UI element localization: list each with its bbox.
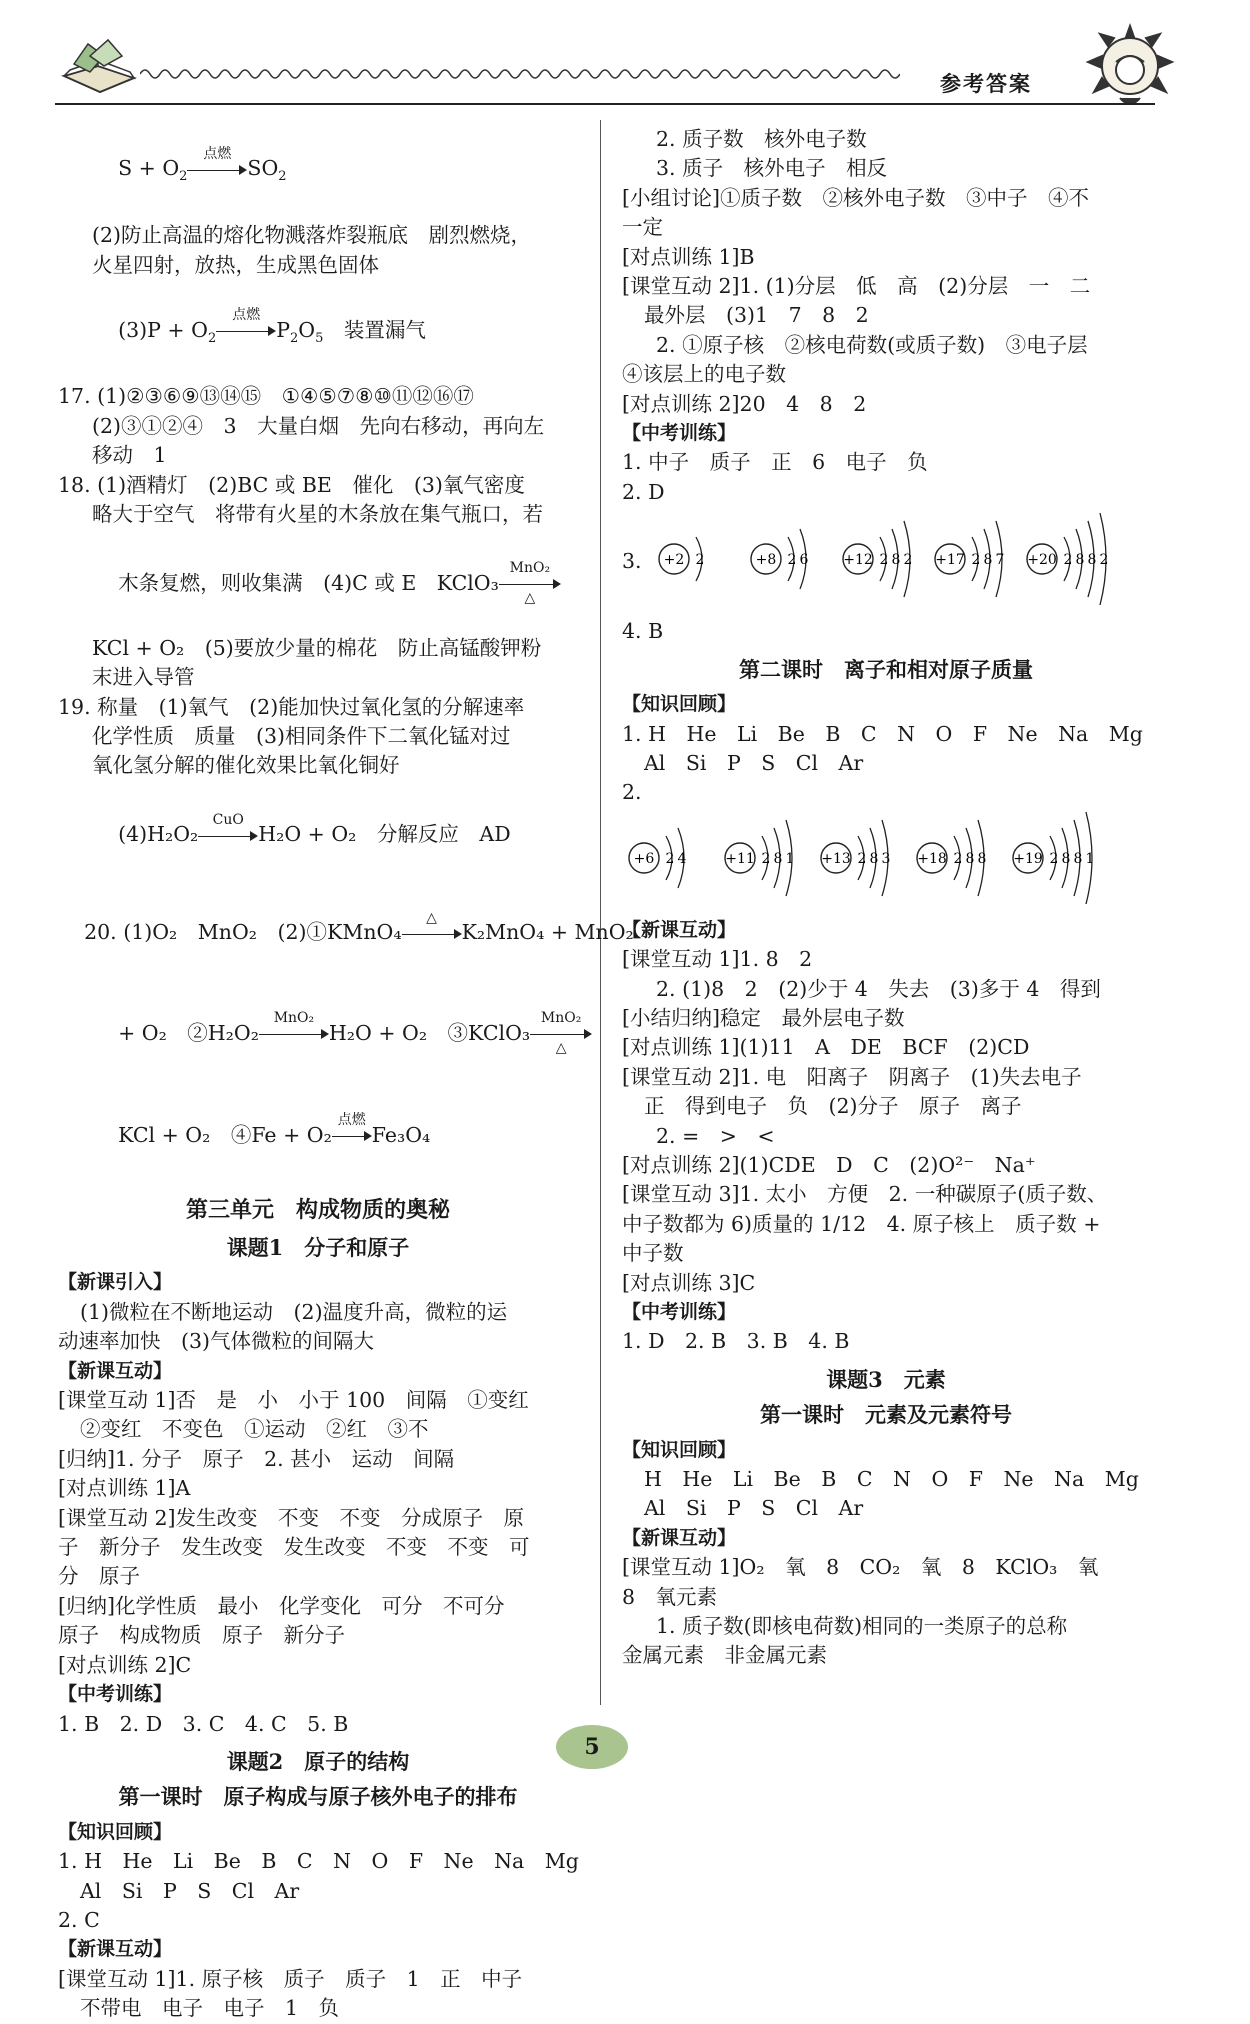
answer-line: 1. D 2. B 3. B 4. B xyxy=(622,1329,850,1354)
answer-line: 2. C xyxy=(58,1907,100,1932)
nucleus-charge: +11 xyxy=(725,850,755,867)
nucleus-charge: +20 xyxy=(1027,552,1057,569)
equation-line: 20. (1)O₂ MnO₂ (2)①KMnO₄ △ K₂MnO₄ + MnO₂ xyxy=(84,909,634,945)
section-heading: 【新课互动】 xyxy=(622,918,737,941)
electron-count: 1 xyxy=(1085,850,1095,867)
answer-line: [课堂互动 1]否 是 小 小于 100 间隔 ①变红 xyxy=(58,1388,529,1413)
section-heading: 【新课互动】 xyxy=(622,1526,737,1549)
answer-line: 动速率加快 (3)气体微粒的间隔大 xyxy=(58,1329,375,1354)
electron-count: 3 xyxy=(881,850,891,867)
atom-diagram xyxy=(917,820,986,896)
answer-line: [课堂互动 1]1. 8 2 xyxy=(622,947,813,972)
answer-line: [课堂互动 2]1. (1)分层 低 高 (2)分层 一 二 xyxy=(622,274,1091,299)
answer-line: [对点训练 3]C xyxy=(622,1270,756,1295)
atom-diagrams-2 xyxy=(622,808,1150,916)
section-heading: 【新课引入】 xyxy=(58,1271,173,1294)
atom-diagram xyxy=(1027,513,1108,605)
reaction-arrow: MnO₂ △ xyxy=(530,1025,592,1043)
electron-count: 4 xyxy=(677,850,687,867)
answer-line: 1. B 2. D 3. C 4. C 5. B xyxy=(58,1711,349,1736)
atom-diagram xyxy=(751,529,809,589)
answer-line: 分 原子 xyxy=(58,1564,140,1589)
answer-line: [归纳]化学性质 最小 化学变化 可分 不可分 xyxy=(58,1593,505,1618)
answer-line: 1. H He Li Be B C N O F Ne Na Mg xyxy=(622,721,1143,746)
answer-line: (1)微粒在不断地运动 (2)温度升高，微粒的运 xyxy=(80,1299,508,1324)
reaction-arrow: MnO₂ △ xyxy=(499,575,561,593)
answer-line: (2)③①②④ 3 大量白烟 先向右移动，再向左 xyxy=(92,413,545,438)
electron-count: 8 xyxy=(1087,552,1097,569)
electron-count: 8 xyxy=(983,552,993,569)
answer-line: (2)防止高温的熔化物溅落炸裂瓶底 剧烈燃烧， xyxy=(92,223,532,248)
lesson-title: 课题2 原子的结构 xyxy=(226,1748,410,1774)
section-heading: 【新课互动】 xyxy=(58,1938,173,1961)
answer-line: [对点训练 1]B xyxy=(622,244,755,269)
nucleus-charge: +17 xyxy=(935,552,965,569)
reaction-arrow: △ xyxy=(402,925,462,943)
answer-line: 1. 质子数(即核电荷数)相同的一类原子的总称 xyxy=(656,1614,1068,1639)
header-rule xyxy=(55,103,1155,105)
answer-line: 2. (1)8 2 (2)少于 4 失去 (3)多于 4 得到 xyxy=(656,976,1101,1001)
answer-line: [对点训练 1]A xyxy=(58,1476,191,1501)
nucleus-charge: +12 xyxy=(843,552,873,569)
answer-line: 2. D xyxy=(622,479,665,504)
answer-line: 氧化氢分解的催化效果比氧化铜好 xyxy=(92,753,400,778)
answer-line: 末进入导管 xyxy=(92,665,195,690)
equation-line: (4)H₂O₂ CuO H₂O + O₂ 分解反应 AD xyxy=(118,811,511,847)
page-number-badge xyxy=(556,1725,628,1769)
section-heading: 【中考训练】 xyxy=(622,422,737,445)
lesson-title: 第二课时 离子和相对原子质量 xyxy=(739,656,1033,682)
answer-line: 4. B xyxy=(622,619,664,644)
electron-count: 8 xyxy=(965,850,975,867)
answer-line: 最外层 (3)1 7 8 2 xyxy=(644,303,869,328)
question-label: 3. xyxy=(622,549,642,574)
electron-count: 8 xyxy=(1075,552,1085,569)
equation-line: KCl + O₂ ④Fe + O₂ 点燃 Fe₃O₄ xyxy=(118,1112,431,1147)
answer-line: Al Si P S Cl Ar xyxy=(644,750,864,775)
electron-count: 8 xyxy=(869,850,879,867)
electron-count: 2 xyxy=(857,850,867,867)
answer-line: 移动 1 xyxy=(92,443,167,468)
answer-line: 不带电 电子 电子 1 负 xyxy=(80,1996,340,2021)
reaction-arrow: 点燃 xyxy=(216,322,276,340)
answer-line: 火星四射，放热，生成黑色固体 xyxy=(92,252,379,277)
answer-line: Al Si P S Cl Ar xyxy=(644,1496,864,1521)
atom-diagram xyxy=(843,521,912,597)
answer-line: Al Si P S Cl Ar xyxy=(80,1878,300,1903)
answer-line: 一定 xyxy=(622,215,663,240)
section-heading: 【中考训练】 xyxy=(622,1301,737,1323)
electron-count: 2 xyxy=(879,552,889,569)
answer-line: [对点训练 1](1)11 A DE BCF (2)CD xyxy=(622,1035,1030,1060)
atom-diagrams-1 xyxy=(622,507,1150,617)
answer-line: 中子数都为 6)质量的 1/12 4. 原子核上 质子数 + xyxy=(622,1211,1101,1236)
electron-count: 8 xyxy=(773,850,783,867)
atom-diagram xyxy=(629,828,687,888)
lesson-title: 课题1 分子和原子 xyxy=(226,1235,410,1260)
answer-line: 略大于空气 将带有火星的木条放在集气瓶口，若 xyxy=(92,502,543,527)
answer-line: 3. 质子 核外电子 相反 xyxy=(656,156,888,181)
answer-line: 正 得到电子 负 (2)分子 原子 离子 xyxy=(644,1094,1022,1119)
answer-line: 8 氧元素 xyxy=(622,1584,718,1609)
answer-line: [小组讨论]①质子数 ②核外电子数 ③中子 ④不 xyxy=(622,185,1089,210)
sun-icon xyxy=(1080,22,1180,112)
answer-line: [课堂互动 2]发生改变 不变 不变 分成原子 原 xyxy=(58,1505,525,1530)
answer-line: ④该层上的电子数 xyxy=(622,362,786,387)
atom-structure-diagram xyxy=(622,808,1142,916)
right-column xyxy=(622,125,1150,1671)
electron-count: 2 xyxy=(665,850,675,867)
answer-line: 1. H He Li Be B C N O F Ne Na Mg xyxy=(58,1849,579,1874)
column-divider xyxy=(600,120,601,1705)
reaction-arrow: 点燃 xyxy=(332,1127,372,1145)
unit-title: 第三单元 构成物质的奥秘 xyxy=(185,1196,450,1223)
answer-line: ②变红 不变色 ①运动 ②红 ③不 xyxy=(80,1417,429,1442)
atom-diagram xyxy=(821,820,890,896)
answer-line: 2. 质子数 核外电子数 xyxy=(656,127,867,151)
electron-count: 2 xyxy=(971,552,981,569)
equation-line: $S + O_2$ 点燃 $SO_2$ xyxy=(118,145,287,185)
answer-line: [对点训练 2]20 4 8 2 xyxy=(622,391,867,416)
electron-count: 2 xyxy=(761,850,771,867)
nucleus-charge: +19 xyxy=(1013,850,1043,867)
nucleus-charge: +2 xyxy=(663,552,685,569)
section-heading: 【中考训练】 xyxy=(58,1683,173,1706)
atom-diagram xyxy=(659,537,704,581)
answer-line: 中子数 xyxy=(622,1241,684,1266)
page-number: 5 xyxy=(584,1734,600,1760)
equation-line: + O₂ ②H₂O₂ MnO₂ H₂O + O₂ ③KClO₃ MnO₂ △ xyxy=(58,989,578,1077)
electron-count: 2 xyxy=(1049,850,1059,867)
atom-diagram xyxy=(935,521,1004,597)
answer-line: 原子 构成物质 原子 新分子 xyxy=(58,1623,345,1648)
answer-line: [课堂互动 1]O₂ 氧 8 CO₂ 氧 8 KClO₃ 氧 xyxy=(622,1555,1099,1580)
electron-count: 1 xyxy=(785,850,795,867)
reaction-arrow: CuO xyxy=(198,827,258,845)
wave-decoration xyxy=(140,64,900,84)
section-heading: 【新课互动】 xyxy=(58,1359,173,1382)
answer-line: 子 新分子 发生改变 发生改变 不变 不变 可 xyxy=(58,1535,530,1560)
electron-count: 8 xyxy=(1061,850,1071,867)
answer-line: 18. (1)酒精灯 (2)BC 或 BE 催化 (3)氧气密度 xyxy=(58,472,525,497)
nucleus-charge: +13 xyxy=(821,850,851,867)
page-header xyxy=(0,0,1250,110)
electron-count: 6 xyxy=(799,552,809,569)
answer-line: [课堂互动 3]1. 太小 方便 2. 一种碳原子(质子数、 xyxy=(622,1182,1108,1207)
lesson-title: 课题3 元素 xyxy=(826,1366,946,1392)
left-column xyxy=(58,125,634,2024)
answer-line: 化学性质 质量 (3)相同条件下二氧化锰对过 xyxy=(92,723,511,748)
electron-count: 8 xyxy=(891,552,901,569)
section-heading: 【知识回顾】 xyxy=(622,693,737,716)
electron-count: 2 xyxy=(695,552,705,569)
answer-line: H He Li Be B C N O F Ne Na Mg xyxy=(644,1467,1139,1492)
answer-line: [归纳]1. 分子 原子 2. 甚小 运动 间隔 xyxy=(58,1446,455,1471)
answer-line: 19. 称量 (1)氧气 (2)能加快过氧化氢的分解速率 xyxy=(58,694,525,719)
nucleus-charge: +6 xyxy=(633,850,655,867)
equation-line: 木条复燃，则收集满 (4)C 或 E KClO₃ MnO₂ △ xyxy=(58,539,578,627)
equation-line: $(3)P + O_2$ 点燃 $P_2O_5$ 装置漏气 xyxy=(118,307,426,346)
section-heading: 【知识回顾】 xyxy=(58,1820,173,1843)
nucleus-charge: +18 xyxy=(917,850,947,867)
answer-line: 17. (1)②③⑥⑨⑬⑭⑮ ①④⑤⑦⑧⑩⑪⑫⑯⑰ xyxy=(58,384,474,409)
section-heading: 【知识回顾】 xyxy=(622,1438,737,1461)
atom-diagram xyxy=(725,820,794,896)
lesson-subtitle: 第一课时 原子构成与原子核外电子的排布 xyxy=(118,1784,518,1810)
electron-count: 2 xyxy=(1099,552,1109,569)
answer-line: [对点训练 2](1)CDE D C (2)O²⁻ Na⁺ xyxy=(622,1152,1036,1177)
nucleus-charge: +8 xyxy=(755,552,777,569)
reaction-arrow: MnO₂ xyxy=(259,1025,329,1043)
electron-count: 2 xyxy=(1063,552,1073,569)
answer-line: 1. 中子 质子 正 6 电子 负 xyxy=(622,450,928,475)
header-title: 参考答案 xyxy=(940,71,1032,96)
reaction-arrow: 点燃 xyxy=(187,161,247,179)
book-icon xyxy=(60,36,138,98)
answer-line: [课堂互动 2]1. 电 阳离子 阴离子 (1)失去电子 xyxy=(622,1064,1082,1089)
answer-line: 2. xyxy=(622,780,642,805)
answer-line: 2. ①原子核 ②核电荷数(或质子数) ③电子层 xyxy=(656,332,1088,357)
answer-line: [课堂互动 1]1. 原子核 质子 质子 1 正 中子 xyxy=(58,1966,523,1991)
answer-line: [小结归纳]稳定 最外层电子数 xyxy=(622,1005,905,1030)
electron-count: 7 xyxy=(995,552,1005,569)
eq-text: $S + O_2$ xyxy=(118,156,188,185)
electron-count: 2 xyxy=(953,850,963,867)
answer-line: KCl + O₂ (5)要放少量的棉花 防止高锰酸钾粉 xyxy=(92,635,542,660)
answer-line: [对点训练 2]C xyxy=(58,1652,192,1677)
electron-count: 8 xyxy=(977,850,987,867)
answer-line: 2. = > < xyxy=(656,1123,775,1148)
electron-count: 8 xyxy=(1073,850,1083,867)
answer-line: 金属元素 非金属元素 xyxy=(622,1643,827,1668)
electron-count: 2 xyxy=(787,552,797,569)
lesson-subtitle: 第一课时 元素及元素符号 xyxy=(760,1402,1012,1428)
atom-diagram xyxy=(1013,812,1094,904)
atom-structure-diagram xyxy=(622,507,1142,617)
electron-count: 2 xyxy=(903,552,913,569)
